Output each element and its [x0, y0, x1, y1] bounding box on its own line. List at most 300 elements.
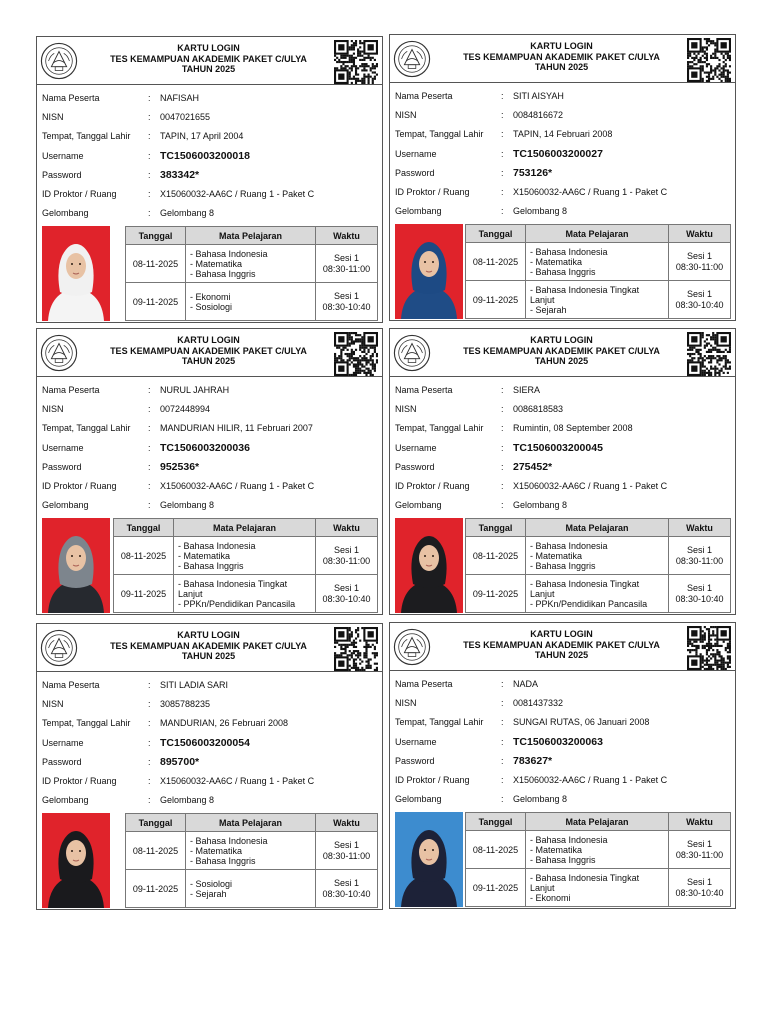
session-label: Sesi 1 [686, 288, 712, 299]
field-label-gelombang: Gelombang [395, 500, 442, 511]
schedule-subjects [526, 281, 669, 319]
qr-code-icon [334, 627, 378, 671]
exam-schedule-table [465, 518, 731, 613]
field-label-username: Username [395, 736, 437, 747]
participant-photo [42, 226, 110, 321]
field-colon: : [148, 189, 151, 200]
header-mata-pelajaran: Mata Pelajaran [526, 813, 669, 831]
card-title-line: TAHUN 2025 [534, 62, 589, 72]
session-time: 08:30-10:40 [675, 593, 724, 604]
card-bottom [390, 812, 735, 908]
card-bottom [37, 226, 382, 322]
schedule-row [466, 575, 731, 613]
subject-item: - Sosiologi [190, 301, 233, 312]
header-mata-pelajaran: Mata Pelajaran [174, 519, 316, 537]
field-row-nama-peserta [395, 380, 730, 399]
header-mata-pelajaran: Mata Pelajaran [186, 814, 316, 832]
subject-item: - Ekonomi [530, 892, 571, 903]
field-colon: : [148, 679, 151, 690]
field-row-gelombang [395, 496, 730, 515]
field-colon: : [148, 150, 151, 161]
field-value-password: 383342* [160, 168, 200, 181]
field-row-id-proktor-ruang [42, 771, 377, 790]
schedule-time [316, 537, 378, 575]
field-row-tempat-tanggal-lahir [42, 127, 377, 146]
field-colon: : [501, 717, 504, 728]
session-time: 08:30-10:40 [675, 887, 724, 898]
session-label: Sesi 1 [333, 290, 359, 301]
session-time: 08:30-11:00 [322, 555, 371, 566]
session-label: Sesi 1 [686, 876, 712, 887]
field-label-tempat-tanggal-lahir: Tempat, Tanggal Lahir [395, 129, 484, 140]
subject-item: - Sejarah [530, 304, 567, 315]
schedule-time [669, 281, 731, 319]
field-colon: : [501, 403, 504, 414]
schedule-subjects [526, 869, 669, 907]
schedule-date: 08-11-2025 [466, 537, 526, 575]
card-title-line: KARTU LOGIN [530, 41, 593, 51]
field-label-tempat-tanggal-lahir: Tempat, Tanggal Lahir [42, 423, 131, 434]
field-label-gelombang: Gelombang [42, 500, 89, 511]
field-value-username: TC1506003200036 [160, 441, 250, 454]
field-row-id-proktor-ruang [42, 476, 377, 495]
subject-item: - Bahasa Indonesia Tingkat Lanjut [530, 284, 640, 305]
ministry-logo-icon [40, 42, 78, 80]
schedule-row [466, 831, 731, 869]
header-waktu: Waktu [316, 519, 378, 537]
field-value-gelombang: Gelombang 8 [513, 794, 568, 805]
qr-code-icon [687, 332, 731, 376]
session-label: Sesi 1 [333, 839, 359, 850]
card-title-line: TAHUN 2025 [534, 356, 589, 366]
field-label-gelombang: Gelombang [42, 795, 89, 806]
field-value-password: 753126* [513, 166, 553, 179]
card-title-line: KARTU LOGIN [177, 335, 240, 345]
qr-code-icon [334, 40, 378, 84]
field-colon: : [148, 481, 151, 492]
session-label: Sesi 1 [333, 544, 359, 555]
field-row-password [395, 163, 730, 182]
field-value-tempat-tanggal-lahir: TAPIN, 17 April 2004 [160, 131, 244, 142]
field-colon: : [148, 795, 151, 806]
field-row-password [42, 457, 377, 476]
field-label-username: Username [42, 442, 84, 453]
field-value-gelombang: Gelombang 8 [160, 500, 215, 511]
schedule-subjects [186, 283, 316, 321]
field-value-nama-peserta: NAFISAH [160, 92, 200, 103]
field-row-username [42, 438, 377, 457]
header-waktu: Waktu [316, 814, 378, 832]
session-label: Sesi 1 [333, 877, 359, 888]
field-label-id-proktor-ruang: ID Proktor / Ruang [395, 481, 470, 492]
field-label-nisn: NISN [42, 698, 64, 709]
field-colon: : [148, 442, 151, 453]
field-value-id-proktor-ruang: X15060032-AA6C / Ruang 1 - Paket C [513, 775, 668, 786]
participant-fields [37, 672, 382, 810]
field-colon: : [148, 756, 151, 767]
field-colon: : [501, 384, 504, 395]
field-row-tempat-tanggal-lahir [395, 125, 730, 144]
field-label-tempat-tanggal-lahir: Tempat, Tanggal Lahir [42, 718, 131, 729]
ministry-logo-icon [393, 628, 431, 666]
field-value-username: TC1506003200018 [160, 149, 250, 162]
schedule-time [669, 243, 731, 281]
field-label-nama-peserta: Nama Peserta [42, 92, 100, 103]
field-row-gelombang [42, 496, 377, 515]
field-label-gelombang: Gelombang [42, 208, 89, 219]
card-title-line: TES KEMAMPUAN AKADEMIK PAKET C/ULYA [110, 345, 307, 356]
field-row-username [42, 146, 377, 165]
field-row-id-proktor-ruang [395, 770, 730, 789]
field-value-tempat-tanggal-lahir: Rumintin, 08 September 2008 [513, 423, 633, 434]
field-colon: : [148, 131, 151, 142]
subject-item: - Bahasa Indonesia [190, 835, 268, 846]
session-time: 08:30-11:00 [322, 850, 371, 861]
subject-item: - Bahasa Inggris [530, 560, 596, 571]
field-value-nisn: 3085788235 [160, 698, 211, 709]
schedule-time [316, 870, 378, 908]
field-label-nisn: NISN [395, 109, 417, 120]
card-title-line: KARTU LOGIN [530, 629, 593, 639]
schedule-row [466, 537, 731, 575]
field-colon: : [148, 461, 151, 472]
field-row-tempat-tanggal-lahir [42, 419, 377, 438]
subject-item: - Sejarah [190, 888, 227, 899]
participant-photo [395, 812, 463, 907]
header-tanggal: Tanggal [126, 227, 186, 245]
field-colon: : [501, 461, 504, 472]
field-value-tempat-tanggal-lahir: SUNGAI RUTAS, 06 Januari 2008 [513, 717, 650, 728]
field-colon: : [148, 403, 151, 414]
field-label-nisn: NISN [42, 111, 64, 122]
subject-item: - Matematika [530, 256, 583, 267]
card-header [37, 37, 382, 85]
schedule-header-row [466, 519, 731, 537]
field-colon: : [148, 423, 151, 434]
field-row-password [42, 165, 377, 184]
field-colon: : [501, 90, 504, 101]
field-colon: : [501, 794, 504, 805]
session-label: Sesi 1 [686, 544, 712, 555]
field-row-password [395, 457, 730, 476]
field-value-password: 895700* [160, 755, 200, 768]
field-value-gelombang: Gelombang 8 [513, 500, 568, 511]
field-value-tempat-tanggal-lahir: MANDURIAN HILIR, 11 Februari 2007 [160, 423, 313, 434]
field-colon: : [148, 698, 151, 709]
subject-item: - PPKn/Pendidikan Pancasila [178, 598, 296, 609]
qr-code-icon [687, 38, 731, 82]
schedule-row [466, 281, 731, 319]
schedule-date: 08-11-2025 [126, 245, 186, 283]
schedule-subjects [526, 831, 669, 869]
subject-item: - Bahasa Indonesia Tingkat Lanjut [530, 578, 640, 599]
field-value-gelombang: Gelombang 8 [160, 795, 215, 806]
schedule-subjects [174, 537, 316, 575]
field-value-username: TC1506003200063 [513, 735, 603, 748]
field-row-nama-peserta [42, 88, 377, 107]
field-colon: : [148, 208, 151, 219]
session-time: 08:30-10:40 [322, 593, 371, 604]
schedule-date: 09-11-2025 [466, 575, 526, 613]
header-mata-pelajaran: Mata Pelajaran [526, 225, 669, 243]
card-title [436, 629, 687, 661]
participant-fields [390, 83, 735, 221]
field-row-password [395, 751, 730, 770]
field-value-id-proktor-ruang: X15060032-AA6C / Ruang 1 - Paket C [160, 189, 315, 200]
field-colon: : [501, 206, 504, 217]
participant-fields [390, 671, 735, 809]
card-title-line: KARTU LOGIN [177, 630, 240, 640]
card-header [390, 329, 735, 377]
login-card [389, 622, 736, 909]
subject-item: - Bahasa Inggris [190, 268, 256, 279]
subject-item: - Ekonomi [190, 291, 231, 302]
field-label-id-proktor-ruang: ID Proktor / Ruang [395, 775, 470, 786]
exam-schedule-table [465, 812, 731, 907]
field-label-username: Username [395, 148, 437, 159]
field-value-password: 783627* [513, 754, 553, 767]
field-row-nama-peserta [395, 674, 730, 693]
schedule-time [669, 575, 731, 613]
field-row-tempat-tanggal-lahir [395, 419, 730, 438]
schedule-subjects [526, 537, 669, 575]
subject-item: - Sosiologi [190, 878, 233, 889]
schedule-row [126, 832, 378, 870]
field-value-username: TC1506003200054 [160, 736, 250, 749]
field-value-nama-peserta: SIERA [513, 384, 541, 395]
card-title-line: TES KEMAMPUAN AKADEMIK PAKET C/ULYA [110, 640, 307, 651]
card-title-line: KARTU LOGIN [530, 335, 593, 345]
field-colon: : [501, 148, 504, 159]
header-waktu: Waktu [669, 519, 731, 537]
card-title-line: TES KEMAMPUAN AKADEMIK PAKET C/ULYA [110, 53, 307, 64]
schedule-row [466, 869, 731, 907]
field-label-nama-peserta: Nama Peserta [395, 90, 453, 101]
field-colon: : [148, 384, 151, 395]
field-row-tempat-tanggal-lahir [42, 714, 377, 733]
field-value-nama-peserta: NURUL JAHRAH [160, 384, 230, 395]
field-label-nisn: NISN [395, 403, 417, 414]
card-title-line: TES KEMAMPUAN AKADEMIK PAKET C/ULYA [463, 639, 660, 650]
field-row-nama-peserta [395, 86, 730, 105]
field-row-gelombang [42, 204, 377, 223]
field-colon: : [501, 187, 504, 198]
card-title-line: TAHUN 2025 [181, 356, 236, 366]
session-label: Sesi 1 [333, 252, 359, 263]
field-row-tempat-tanggal-lahir [395, 713, 730, 732]
field-label-nisn: NISN [395, 697, 417, 708]
field-row-nisn [42, 694, 377, 713]
exam-schedule-table [125, 226, 378, 321]
schedule-date: 08-11-2025 [466, 831, 526, 869]
card-header [37, 624, 382, 672]
field-label-tempat-tanggal-lahir: Tempat, Tanggal Lahir [395, 717, 484, 728]
field-colon: : [148, 169, 151, 180]
field-row-nisn [42, 399, 377, 418]
schedule-subjects [174, 575, 316, 613]
field-colon: : [148, 776, 151, 787]
field-colon: : [501, 500, 504, 511]
qr-code-icon [687, 626, 731, 670]
header-tanggal: Tanggal [466, 225, 526, 243]
field-label-gelombang: Gelombang [395, 206, 442, 217]
card-title [436, 41, 687, 73]
field-label-password: Password [395, 167, 435, 178]
field-colon: : [148, 92, 151, 103]
field-value-id-proktor-ruang: X15060032-AA6C / Ruang 1 - Paket C [513, 187, 668, 198]
session-time: 08:30-10:40 [322, 301, 371, 312]
card-title-line: TAHUN 2025 [534, 650, 589, 660]
schedule-time [669, 831, 731, 869]
field-value-username: TC1506003200027 [513, 147, 603, 160]
field-label-tempat-tanggal-lahir: Tempat, Tanggal Lahir [395, 423, 484, 434]
card-title [83, 335, 334, 367]
ministry-logo-icon [393, 40, 431, 78]
card-title-line: TAHUN 2025 [181, 64, 236, 74]
field-label-password: Password [42, 169, 82, 180]
session-label: Sesi 1 [333, 582, 359, 593]
subject-item: - Bahasa Indonesia [190, 248, 268, 259]
field-row-nisn [395, 105, 730, 124]
field-row-username [42, 733, 377, 752]
participant-photo [42, 518, 110, 613]
card-bottom [390, 224, 735, 320]
login-card [36, 328, 383, 615]
card-bottom [37, 518, 382, 614]
session-time: 08:30-10:40 [675, 299, 724, 310]
exam-schedule-table [113, 518, 378, 613]
field-value-id-proktor-ruang: X15060032-AA6C / Ruang 1 - Paket C [160, 776, 315, 787]
schedule-row [126, 870, 378, 908]
card-title-line: TES KEMAMPUAN AKADEMIK PAKET C/ULYA [463, 345, 660, 356]
field-value-id-proktor-ruang: X15060032-AA6C / Ruang 1 - Paket C [160, 481, 315, 492]
participant-photo [395, 518, 463, 613]
schedule-date: 08-11-2025 [126, 832, 186, 870]
subject-item: - Bahasa Inggris [530, 266, 596, 277]
subject-item: - Bahasa Indonesia [530, 246, 608, 257]
field-row-username [395, 144, 730, 163]
schedule-row [114, 575, 378, 613]
field-colon: : [501, 442, 504, 453]
subject-item: - PPKn/Pendidikan Pancasila [530, 598, 648, 609]
field-label-id-proktor-ruang: ID Proktor / Ruang [395, 187, 470, 198]
field-value-password: 275452* [513, 460, 553, 473]
field-value-nisn: 0072448994 [160, 403, 211, 414]
field-row-gelombang [395, 790, 730, 809]
schedule-time [316, 245, 378, 283]
subject-item: - Bahasa Indonesia [530, 834, 608, 845]
schedule-date: 08-11-2025 [114, 537, 174, 575]
schedule-time [669, 537, 731, 575]
subject-item: - Bahasa Inggris [530, 854, 596, 865]
subject-item: - Bahasa Indonesia Tingkat Lanjut [178, 578, 288, 599]
field-row-nama-peserta [42, 675, 377, 694]
field-value-tempat-tanggal-lahir: TAPIN, 14 Februari 2008 [513, 129, 613, 140]
field-row-password [42, 752, 377, 771]
schedule-date: 09-11-2025 [114, 575, 174, 613]
card-title [436, 335, 687, 367]
header-waktu: Waktu [669, 225, 731, 243]
ministry-logo-icon [40, 629, 78, 667]
header-mata-pelajaran: Mata Pelajaran [526, 519, 669, 537]
field-label-id-proktor-ruang: ID Proktor / Ruang [42, 776, 117, 787]
field-value-nama-peserta: NADA [513, 678, 539, 689]
field-value-nisn: 0047021655 [160, 111, 211, 122]
subject-item: - Matematika [190, 258, 243, 269]
field-label-nama-peserta: Nama Peserta [395, 678, 453, 689]
field-row-id-proktor-ruang [42, 184, 377, 203]
field-row-id-proktor-ruang [395, 476, 730, 495]
header-tanggal: Tanggal [466, 519, 526, 537]
header-tanggal: Tanggal [114, 519, 174, 537]
session-label: Sesi 1 [686, 582, 712, 593]
card-title-line: TES KEMAMPUAN AKADEMIK PAKET C/ULYA [463, 51, 660, 62]
header-mata-pelajaran: Mata Pelajaran [186, 227, 316, 245]
field-row-nisn [42, 107, 377, 126]
session-label: Sesi 1 [686, 838, 712, 849]
card-bottom [37, 813, 382, 909]
schedule-date: 09-11-2025 [126, 870, 186, 908]
field-label-gelombang: Gelombang [395, 794, 442, 805]
exam-schedule-table [125, 813, 378, 908]
schedule-date: 09-11-2025 [466, 869, 526, 907]
subject-item: - Matematika [190, 845, 243, 856]
field-colon: : [501, 697, 504, 708]
field-label-password: Password [395, 755, 435, 766]
login-card [36, 36, 383, 323]
schedule-time [316, 575, 378, 613]
schedule-header-row [466, 225, 731, 243]
field-row-nama-peserta [42, 380, 377, 399]
field-label-id-proktor-ruang: ID Proktor / Ruang [42, 481, 117, 492]
field-label-password: Password [42, 461, 82, 472]
ministry-logo-icon [393, 334, 431, 372]
subject-item: - Bahasa Indonesia [178, 540, 256, 551]
subject-item: - Matematika [178, 550, 231, 561]
participant-photo [395, 224, 463, 319]
field-colon: : [501, 167, 504, 178]
field-colon: : [501, 481, 504, 492]
schedule-subjects [526, 575, 669, 613]
field-row-nisn [395, 693, 730, 712]
field-value-tempat-tanggal-lahir: MANDURIAN, 26 Februari 2008 [160, 718, 289, 729]
field-colon: : [501, 736, 504, 747]
schedule-time [316, 832, 378, 870]
field-value-nisn: 0081437332 [513, 697, 564, 708]
subject-item: - Bahasa Inggris [178, 560, 244, 571]
field-label-nama-peserta: Nama Peserta [42, 679, 100, 690]
participant-photo [42, 813, 110, 908]
subject-item: - Matematika [530, 844, 583, 855]
session-time: 08:30-10:40 [322, 888, 371, 899]
field-label-nama-peserta: Nama Peserta [42, 384, 100, 395]
participant-fields [390, 377, 735, 515]
field-label-id-proktor-ruang: ID Proktor / Ruang [42, 189, 117, 200]
login-card [36, 623, 383, 910]
field-colon: : [148, 500, 151, 511]
schedule-date: 09-11-2025 [126, 283, 186, 321]
card-header [37, 329, 382, 377]
schedule-header-row [466, 813, 731, 831]
field-row-id-proktor-ruang [395, 182, 730, 201]
subject-item: - Bahasa Inggris [190, 855, 256, 866]
card-bottom [390, 518, 735, 614]
field-colon: : [501, 423, 504, 434]
schedule-header-row [126, 814, 378, 832]
schedule-header-row [114, 519, 378, 537]
field-value-id-proktor-ruang: X15060032-AA6C / Ruang 1 - Paket C [513, 481, 668, 492]
card-title [83, 630, 334, 662]
